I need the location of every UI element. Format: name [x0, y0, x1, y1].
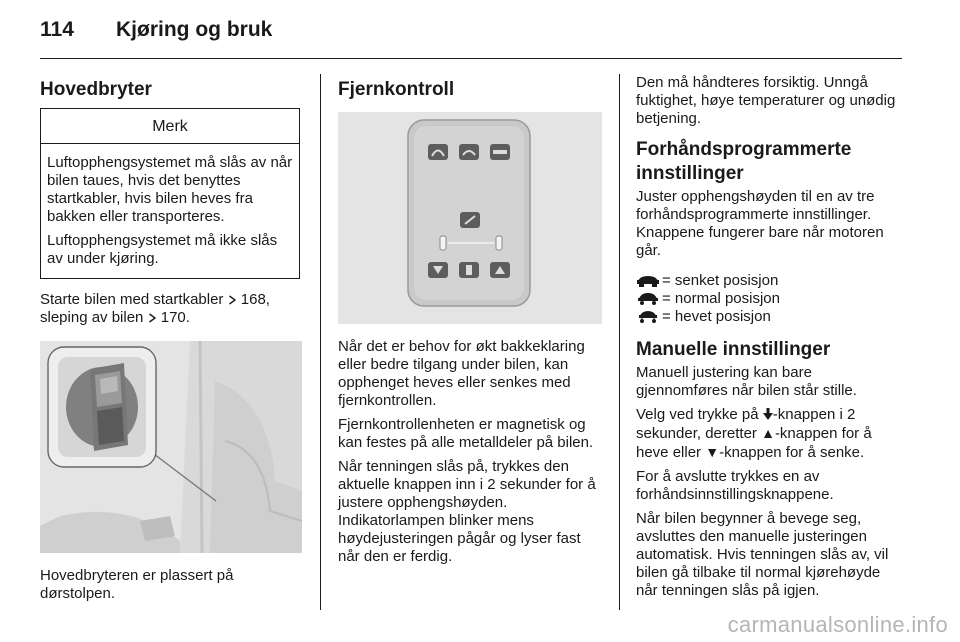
manual-adjust-icon	[763, 408, 773, 420]
preset-buttons	[428, 144, 510, 160]
manual-paragraph-2: Velg ved trykke på -knappen i 2 sekunder, deretter ▲-knappen for å heve eller ▼-knappen for å senke.	[636, 406, 872, 461]
header-divider	[40, 58, 902, 59]
page-ref-link[interactable]: 168	[240, 291, 266, 308]
note-body	[41, 144, 299, 278]
column-2	[338, 74, 602, 566]
note-title: Merk	[41, 109, 299, 144]
figure-caption: Hovedbryteren er plassert på dørstolpen.	[40, 567, 234, 602]
manual-paragraph-1: Manuell justering kan bare gjennomføres når bilen står stille.	[636, 364, 857, 399]
legend-row-lowered: = senket posisjon	[636, 272, 902, 290]
page-ref-arrow-icon	[148, 313, 157, 323]
normal-car-icon	[636, 293, 660, 305]
section-heading-remote: Fjernkontroll	[338, 79, 455, 100]
note-paragraph-2: Luftopphengsystemet må ikke slås av under kjøring.	[47, 232, 278, 267]
legend-row-raised: = hevet posisjon	[636, 308, 902, 326]
down-arrow-icon: ▼	[705, 444, 720, 460]
remote-paragraph-3: Når tenningen slås på, trykkes den aktuelle knappen inn i 2 sekunder for å justere opphengshøyden. Indikatorlampen blinker mens høydejusteringen pågår og lyser fast når den er ferdig.	[338, 458, 596, 565]
preset-legend	[636, 272, 902, 326]
remote-paragraph-2: Fjernkontrollenheten er magnetisk og kan festes på alle metalldeler på bilen.	[338, 416, 594, 451]
main-switch-illustration	[40, 341, 302, 553]
page-ref-arrow-icon	[228, 295, 237, 305]
raised-car-icon	[636, 311, 660, 323]
page-title: Kjøring og bruk	[116, 18, 273, 41]
site-watermark: carmanualsonline.info	[727, 612, 948, 637]
remote-paragraph-1: Når det er behov for økt bakkeklaring eller bedre tilgang under bilen, kan opphenget heves eller senkes med fjernkontrollen.	[338, 338, 585, 409]
up-arrow-icon: ▲	[761, 425, 775, 441]
column-1	[40, 74, 302, 603]
column-divider-2	[619, 74, 620, 610]
handling-paragraph: Den må håndteres forsiktig. Unngå fuktighet, høye temperaturer og unødig betjening.	[636, 74, 896, 127]
section-heading-manual: Manuelle innstillinger	[636, 339, 831, 360]
page-ref-link[interactable]: 170	[160, 309, 186, 326]
section-heading-presets: Forhåndsprogrammerte innstillinger	[636, 139, 852, 184]
column-3	[636, 74, 902, 600]
note-paragraph-1: Luftopphengsystemet må slås av når bilen taues, hvis det benyttes startkabler, hvis bilen heves fra bakken eller transporteres.	[47, 154, 293, 225]
legend-row-normal: = normal posisjon	[636, 290, 902, 308]
manual-paragraph-4: Når bilen begynner å bevege seg, avsluttes den manuelle justeringen automatisk. Hvis tenningen slås av, vil bilen gå tilbake til normal kjørehøyde når tenningen slås på igjen.	[636, 510, 889, 599]
lowered-car-icon	[636, 275, 660, 287]
body-paragraph: Starte bilen med startkabler 168, sleping av bilen 170.	[40, 291, 270, 326]
column-divider-1	[320, 74, 321, 610]
note-box	[40, 108, 300, 279]
manual-paragraph-3: For å avslutte trykkes en av forhåndsinnstillingsknappene.	[636, 468, 834, 503]
page-number: 114	[40, 18, 74, 41]
section-heading-main-switch: Hovedbryter	[40, 79, 152, 100]
remote-control-illustration	[338, 112, 602, 324]
presets-paragraph: Juster opphengshøyden til en av tre forhåndsprogrammerte innstillinger. Knappene fungerer bare når motoren går.	[636, 188, 884, 259]
